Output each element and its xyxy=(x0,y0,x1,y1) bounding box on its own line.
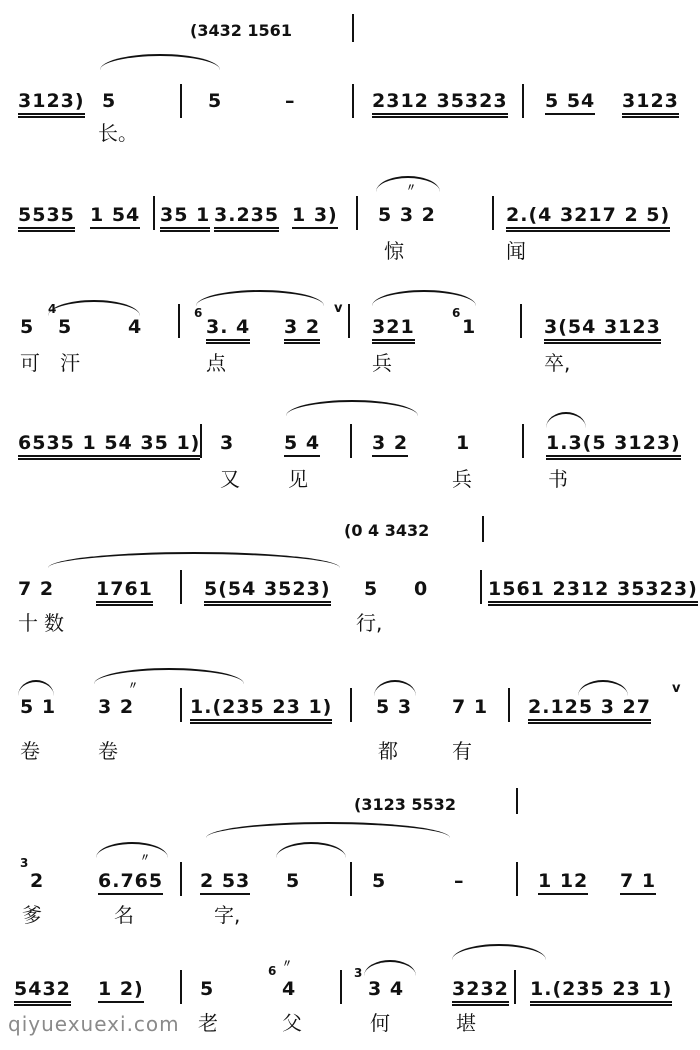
lyric: 兵 xyxy=(452,467,472,491)
lyric: 卷 xyxy=(98,739,118,763)
slur xyxy=(372,290,476,306)
lyric: 有 xyxy=(452,739,472,763)
barline xyxy=(340,970,342,1004)
barline xyxy=(492,196,494,230)
slur xyxy=(48,552,340,568)
slur xyxy=(546,412,586,428)
slur xyxy=(452,944,546,960)
lyric: 长。 xyxy=(98,121,138,145)
note-group: 2312 35323 xyxy=(372,90,508,118)
note-group: 5 3 2 xyxy=(378,204,436,226)
note: 5 xyxy=(20,316,35,338)
note: 5 xyxy=(58,316,73,338)
note-group: 5 4 xyxy=(284,432,320,457)
note-group: 3. 4 xyxy=(206,316,250,344)
breath-mark: v xyxy=(672,681,681,696)
note-group: 3123) xyxy=(18,90,85,118)
lyric: 书 xyxy=(548,467,568,491)
barline xyxy=(516,788,518,814)
slur xyxy=(364,960,416,976)
lyric: 行, xyxy=(356,611,383,635)
lyric: 兵 xyxy=(372,351,392,375)
note-group: 3 2 xyxy=(98,696,135,718)
note-group: 2.125 3 27 xyxy=(528,696,651,724)
grace-note: 3 xyxy=(354,966,363,980)
note-group: 1.(235 23 1) xyxy=(530,978,672,1006)
barline xyxy=(522,424,524,458)
breath-mark: v xyxy=(334,301,343,316)
note: 4 xyxy=(282,978,297,1000)
note: 5 xyxy=(208,90,223,112)
barline xyxy=(480,570,482,604)
barline xyxy=(348,304,350,338)
intro-phrase: (3432 1561 xyxy=(190,21,292,40)
ornament-mark: 〃 xyxy=(128,681,138,692)
note-group: 3(54 3123 xyxy=(544,316,661,344)
slur xyxy=(286,400,418,416)
barline xyxy=(514,970,516,1004)
ornament-mark: 〃 xyxy=(140,853,150,864)
slur xyxy=(206,822,450,838)
barline xyxy=(180,570,182,604)
lyric: 都 xyxy=(378,739,398,763)
lyric: 汗 xyxy=(60,351,80,375)
grace-note: 6 xyxy=(268,964,277,978)
note-group: 3123 xyxy=(622,90,679,118)
note-group: 1 3) xyxy=(292,204,338,229)
grace-note: 4 xyxy=(48,302,57,316)
lyric: 又 xyxy=(220,467,240,491)
grace-note: 6 xyxy=(452,306,461,320)
lyric: 卒, xyxy=(544,351,571,375)
note: 1 xyxy=(462,316,477,338)
lyric: 字, xyxy=(214,903,241,927)
ornament-mark: 〃 xyxy=(406,183,416,194)
slur xyxy=(96,842,168,858)
note-group: 3 2 xyxy=(284,316,320,344)
score-line-7 xyxy=(0,780,700,927)
note-group: 5 1 xyxy=(20,696,57,718)
intro-phrase: (3123 5532 xyxy=(354,795,456,814)
note-group: 2 53 xyxy=(200,870,250,895)
slur xyxy=(578,680,628,696)
site-watermark: qiyuexuexi.com xyxy=(8,1012,180,1036)
slur xyxy=(48,300,140,316)
score-line-4 xyxy=(0,390,700,520)
slur xyxy=(18,680,54,696)
note-group: 6535 1 54 35 1) xyxy=(18,432,200,460)
lyric: 见 xyxy=(288,467,308,491)
note-group: 35 1 xyxy=(160,204,210,232)
lyric: 惊 xyxy=(384,239,404,263)
note-group: 5(54 3523) xyxy=(204,578,331,606)
note-group: 1561 2312 35323) xyxy=(488,578,698,606)
dash: – xyxy=(454,870,465,892)
barline xyxy=(180,84,182,118)
note: 5 xyxy=(102,90,117,112)
rest: 0 xyxy=(414,578,429,600)
lyric: 堪 xyxy=(456,1011,476,1035)
note-group: 3232 xyxy=(452,978,509,1006)
barline xyxy=(350,688,352,722)
note-group: 1 54 xyxy=(90,204,140,229)
note: 3 xyxy=(220,432,235,454)
lyric: 老 xyxy=(198,1011,218,1035)
score-line-3 xyxy=(0,260,700,390)
ornament-mark: 〃 xyxy=(282,959,292,970)
lyric: 数 xyxy=(44,611,64,635)
note-group: 1 2) xyxy=(98,978,144,1003)
note-group: 5432 xyxy=(14,978,71,1006)
note-group: 5 3 xyxy=(376,696,413,718)
barline xyxy=(153,196,155,230)
lyric: 名 xyxy=(114,903,134,927)
lyric: 父 xyxy=(282,1011,302,1035)
note: 5 xyxy=(200,978,215,1000)
note-group: 1761 xyxy=(96,578,153,606)
note-group: 7 1 xyxy=(452,696,489,718)
lyric: 爹 xyxy=(22,903,42,927)
barline xyxy=(352,84,354,118)
note-group: 7 2 xyxy=(18,578,55,600)
note-group: 3 4 xyxy=(368,978,405,1000)
note: 4 xyxy=(128,316,143,338)
note-group: 1 12 xyxy=(538,870,588,895)
score-line-6 xyxy=(0,650,700,780)
note: 2 xyxy=(30,870,45,892)
note-group: 3 2 xyxy=(372,432,408,457)
note: 5 xyxy=(364,578,379,600)
barline xyxy=(178,304,180,338)
barline xyxy=(516,862,518,896)
slur xyxy=(100,54,220,70)
barline xyxy=(180,688,182,722)
barline xyxy=(522,84,524,118)
note: 1 xyxy=(456,432,471,454)
lyric: 点 xyxy=(206,351,226,375)
note-group: 321 xyxy=(372,316,415,344)
grace-note: 3 xyxy=(20,856,29,870)
lyric: 何 xyxy=(370,1011,390,1035)
slur xyxy=(196,290,324,306)
grace-note: 6 xyxy=(194,306,203,320)
dash: – xyxy=(285,90,296,112)
barline xyxy=(200,424,202,458)
slur xyxy=(94,668,244,684)
barline xyxy=(508,688,510,722)
score-line-5 xyxy=(0,520,700,650)
intro-phrase: (0 4 3432 xyxy=(344,521,430,540)
note-group: 2.(4 3217 2 5) xyxy=(506,204,670,232)
lyric: 十 xyxy=(18,611,38,635)
lyric: 可 xyxy=(20,351,40,375)
lyric: 卷 xyxy=(20,739,40,763)
note: 5 xyxy=(286,870,301,892)
score-line-2 xyxy=(0,130,700,263)
note-group: 1.3(5 3123) xyxy=(546,432,681,460)
barline xyxy=(180,862,182,896)
score-line-1 xyxy=(0,0,700,145)
slur xyxy=(374,680,416,696)
note-group: 7 1 xyxy=(620,870,656,895)
lyric: 闻 xyxy=(506,239,526,263)
barline xyxy=(482,516,484,542)
barline xyxy=(350,424,352,458)
barline xyxy=(350,862,352,896)
note-group: 5 54 xyxy=(545,90,595,115)
barline xyxy=(352,14,354,42)
barline xyxy=(520,304,522,338)
barline xyxy=(180,970,182,1004)
barline xyxy=(356,196,358,230)
slur xyxy=(276,842,346,858)
note: 5 xyxy=(372,870,387,892)
note-group: 1.(235 23 1) xyxy=(190,696,332,724)
note-group: 5535 xyxy=(18,204,75,232)
note-group: 6.765 xyxy=(98,870,163,895)
note-group: 3.235 xyxy=(214,204,279,232)
